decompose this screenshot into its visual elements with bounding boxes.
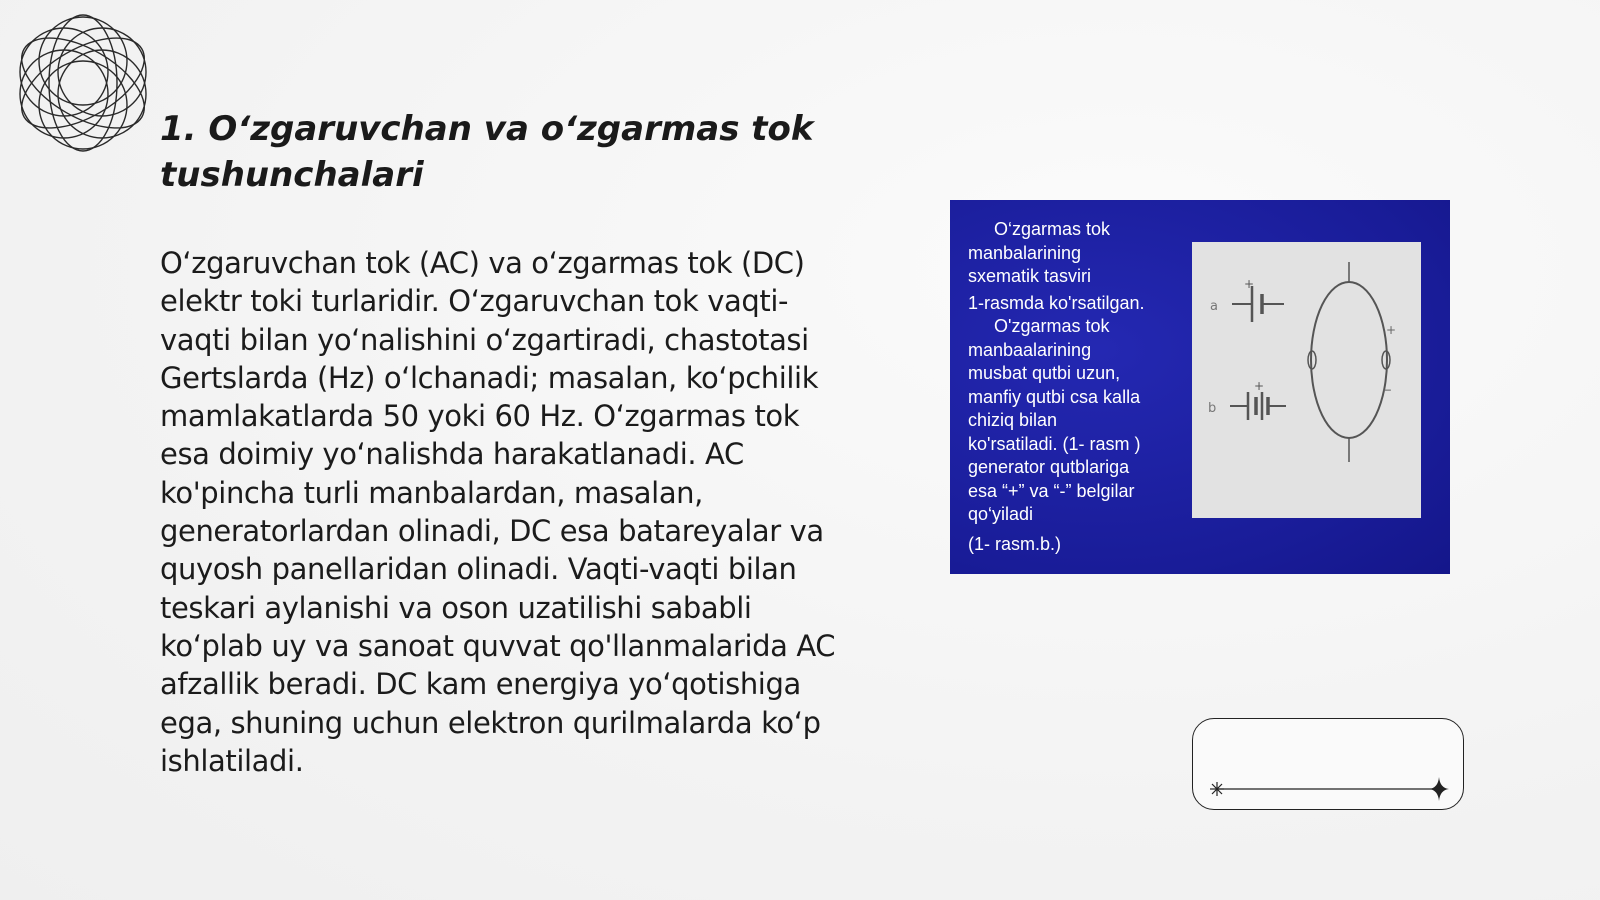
caption-line: musbat qutbi uzun, — [968, 363, 1121, 383]
caption-line: (1- rasm.b.) — [968, 533, 1062, 554]
slide-title: 1. O‘zgaruvchan va o‘zgarmas tok tushunchalari — [160, 109, 814, 195]
dc-source-figure — [950, 200, 1450, 574]
caption-line: chiziq bilan — [968, 410, 1058, 430]
figure-caption — [968, 218, 1178, 556]
caption-line: esa “+” va “-” belgilar — [968, 480, 1135, 501]
svg-text:+: + — [1254, 379, 1265, 393]
battery-symbol-icon — [1210, 277, 1284, 322]
caption-line: sxematik tasviri — [968, 266, 1092, 286]
svg-text:−: − — [1382, 383, 1393, 397]
caption-line: O‘zgarmas tok — [994, 219, 1111, 239]
svg-text:b: b — [1208, 401, 1217, 416]
body-paragraph: O‘zgaruvchan tok (AC) va o‘zgarmas tok (DC) elektr toki turlaridir. O‘zgaruvchan tok vaqti-vaqti bilan yo‘nalishini o‘zgartiradi, chastotasi Gertslarda (Hz) o‘lchanadi; masalan, ko‘pchilik mamlakatlarda 50 yoki 60 Hz. O‘zgarmas tok esa doimiy yo‘nalishda harakatlanadi. AC ko'pincha turli manbalardan, masalan, generatorlardan olinadi, DC esa batareyalar va quyosh panellaridan olinadi. Vaqti-vaqti bilan teskari aylanishi va oson uzatilishi sababli ko‘plab uy va sanoat quvvat qo'llanmalarida AC afzallik beradi. DC kam energiya yo‘qotishiga ega, shuning uchun elektron qurilmalarda ko‘p ishlatiladi. — [160, 246, 836, 778]
generator-circuit-icon — [1308, 262, 1396, 462]
caption-line: generator qutblariga — [968, 457, 1130, 477]
caption-line: 1-rasmda ko'rsatilgan. — [968, 292, 1145, 313]
battery-pack-symbol-icon — [1208, 379, 1286, 420]
circuit-schematic — [1192, 242, 1421, 518]
interlocking-rings-icon — [8, 8, 158, 158]
sparkle-icon — [1210, 782, 1224, 796]
svg-text:+: + — [1386, 323, 1397, 337]
caption-line: ko'rsatiladi. (1- rasm ) — [968, 433, 1141, 454]
svg-text:+: + — [1244, 277, 1255, 291]
caption-line: manbalarining — [968, 242, 1082, 263]
star-cross-icon — [1429, 777, 1449, 801]
timeline-card — [1192, 718, 1464, 810]
caption-line: manbaalarining — [968, 339, 1092, 360]
caption-line: qo‘yiladi — [968, 504, 1034, 524]
caption-line: manfiy qutbi csa kalla — [968, 386, 1141, 407]
caption-line: O'zgarmas tok — [994, 316, 1110, 336]
svg-text:a: a — [1210, 299, 1218, 314]
